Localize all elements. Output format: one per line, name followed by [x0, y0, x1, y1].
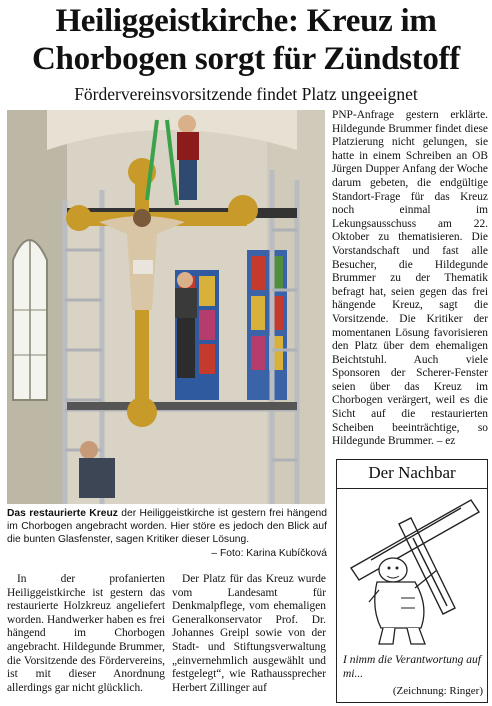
church-cross-photo — [7, 110, 325, 504]
article-column-middle: Der Platz für das Kreuz wurde vom Landesamt für Denkmalpflege, vom ehemaligen Generalkonservator Prof. Dr. Johannes Greipl sowie von der Stadt- und Stiftungsverwaltung „einvernehmlich ausgewählt und festgelegt“, wie Rathaussprecher Herbert Zillinger auf — [172, 573, 326, 694]
cartoon-credit: (Zeichnung: Ringer) — [392, 685, 483, 697]
subheadline: Fördervereinsvorsitzende findet Platz ungeeignet — [74, 84, 418, 104]
church-cross-illustration — [7, 110, 325, 504]
caption-text: der Heiliggeistkirche ist gestern frei hängend im Chorbogen angebracht worden. Hier störe es jedoch den Blick auf die bunten Glasfenster, sagen Kritiker dieser Lösung. — [7, 508, 327, 546]
cartoon-title: Der Nachbar — [368, 463, 456, 482]
photo-credit: – Foto: Karina Kubíčková — [211, 547, 327, 559]
cartoon-box — [336, 459, 488, 703]
article-column-right: PNP-Anfrage gestern erklärte. Hildegunde Brummer findet diese Platzierung nicht gelungen, sie hatte in einem Schreiben an OB Jürgen Dupper Anfang der Woche darum gebeten, die endgültige Standort-Frage für das Kreuz noch einmal im Lekungsausschuss am 22. Oktober zu thematisieren. Die Vorstandschaft und fast alle Besucher, die Hildegunde Brummer zu der Thematik befragt hat, seien gegen das frei hängende Kreuz, sagt die Vorsitzende. Die Kritiker der momentanen Lösung favorisieren den Platz über dem ehemaligen Beichtstuhl. Auch viele Sponsoren der Scherer-Fenster seien über das Kreuz im Chorbogen verärgert, weil es die Sicht auf die restaurierten Scheiben beeinträchtige, so Hildegunde Brummer. – ez — [332, 109, 488, 448]
headline — [0, 2, 492, 78]
article-column-left: In der profanierten Heiliggeistkirche ist gestern das restaurierte Holzkreuz angeliefert worden. Handwerker haben es frei hängend im Chorbogen angebracht. Hildegunde Brummer, die Vorsitzende des Fördervereins, ist mit dieser Anordnung allerdings gar nicht glücklich. — [7, 573, 165, 694]
cartoon-drawing — [341, 498, 485, 648]
headline-line-1: Heiliggeistkirche: Kreuz im — [55, 3, 437, 39]
caption-lead: Das restaurierte Kreuz — [7, 508, 118, 519]
cartoon-caption: I nimm die Verantwortung auf mi... — [343, 654, 481, 680]
photo-caption — [7, 507, 327, 560]
cartoon-divider — [337, 488, 487, 489]
headline-line-2: Chorbogen sorgt für Zündstoff — [32, 41, 460, 77]
